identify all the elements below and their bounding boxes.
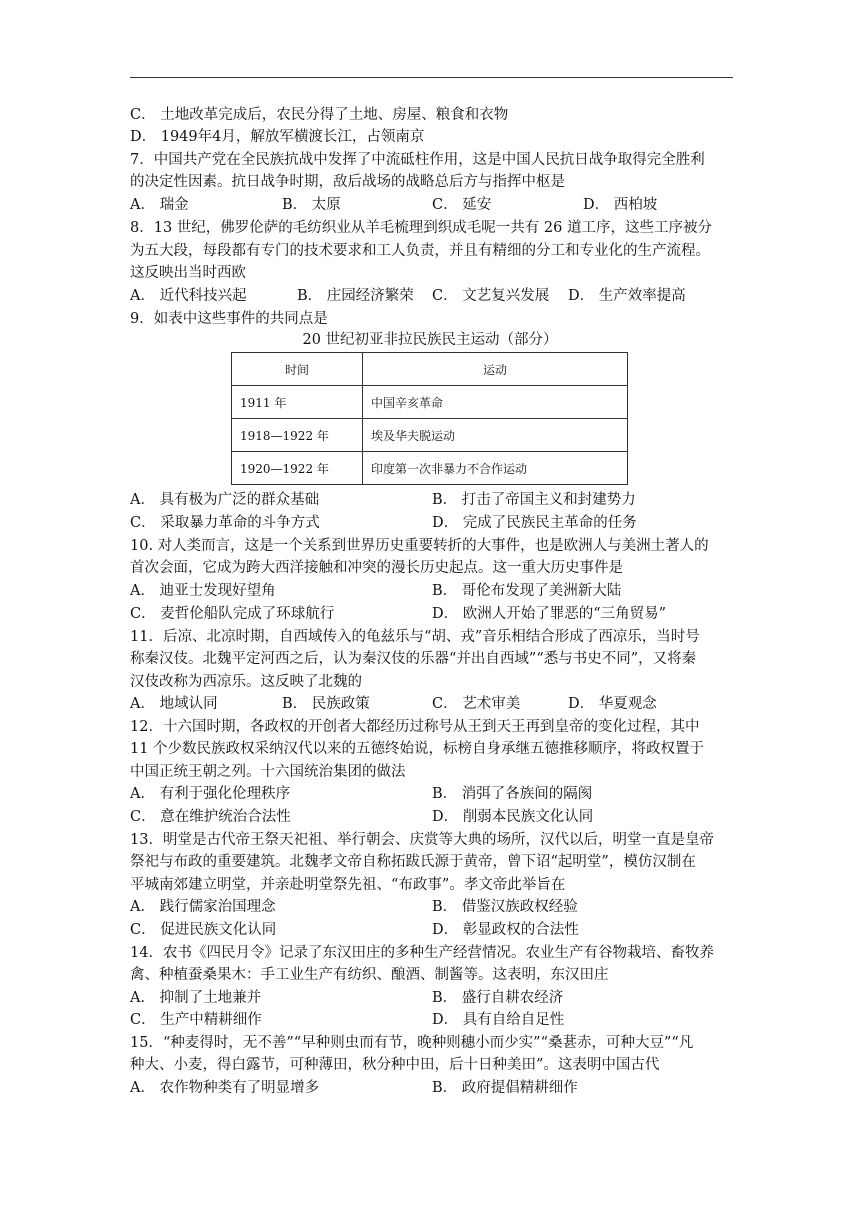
q7-option-b: B． 太原: [282, 197, 341, 213]
table-caption: 20 世纪初亚非拉民族民主运动（部分）: [302, 332, 558, 348]
header-rule: [130, 77, 733, 78]
table-cell-movement: 埃及华夫脱运动: [363, 419, 628, 452]
q12-option-a: A． 有利于强化伦理秩序: [130, 786, 291, 802]
q15-option-b: B． 政府提倡精耕细作: [432, 1080, 578, 1096]
table-header-row: [232, 353, 628, 386]
q8-stem-line2: 为五大段，每段都有专门的技术要求和工人负责，并且有精细的分工和专业化的生产流程。: [130, 243, 710, 259]
q12-option-b: B． 消弭了各族间的隔阂: [432, 786, 593, 802]
q14-option-b: B． 盛行自耕农经济: [432, 990, 564, 1006]
q9-stem: 9．如表中这些事件的共同点是: [130, 311, 328, 327]
q12-stem-line3: 中国正统王朝之列。十六国统治集团的做法: [130, 764, 406, 780]
q9-option-d: D． 完成了民族民主革命的任务: [432, 515, 637, 531]
q14-option-c: C． 生产中精耕细作: [130, 1012, 262, 1028]
q7-option-a: A． 瑞金: [130, 197, 189, 213]
table-cell-time: 1911 年: [232, 386, 363, 419]
q13-option-d: D． 彰显政权的合法性: [432, 922, 579, 938]
q14-option-d: D． 具有自给自足性: [432, 1012, 565, 1028]
q10-option-a: A． 迪亚士发现好望角: [130, 583, 276, 599]
table-header-time: 时间: [232, 353, 363, 386]
q11-stem-line2: 称秦汉伎。北魏平定河西之后，认为秦汉伎的乐器“并出自西域”“悉与书史不同”，又将秦: [130, 651, 697, 667]
q6-option-c: C． 土地改革完成后，农民分得了土地、房屋、粮食和衣物: [130, 107, 509, 123]
q13-stem-line3: 平城南郊建立明堂，并亲赴明堂祭先祖、“布政事”。孝文帝此举旨在: [130, 877, 566, 893]
q9-option-c: C． 采取暴力革命的斗争方式: [130, 515, 320, 531]
q8-stem-line1: 8．13 世纪，佛罗伦萨的毛纺织业从羊毛梳理到织成毛呢一共有 26 道工序，这些工序被分: [130, 220, 712, 236]
q7-option-c: C． 延安: [432, 197, 492, 213]
q14-option-a: A． 抑制了土地兼并: [130, 990, 262, 1006]
q7-option-d: D． 西柏坡: [583, 197, 658, 213]
table-row: [232, 452, 628, 485]
q9-option-a: A． 具有极为广泛的群众基础: [130, 492, 320, 508]
q8-stem-line3: 这反映出当时西欧: [130, 265, 246, 281]
q10-option-c: C． 麦哲伦船队完成了环球航行: [130, 606, 335, 622]
q10-stem-line1: 10. 对人类而言，这是一个关系到世界历史重要转折的大事件，也是欧洲人与美洲土著人的: [130, 538, 709, 554]
q13-stem-line2: 祭祀与布政的重要建筑。北魏孝文帝自称拓跋氏源于黄帝，曾下诏“起明堂”，模仿汉制在: [130, 854, 696, 870]
table-cell-movement: 中国辛亥革命: [363, 386, 628, 419]
q11-stem-line3: 汉伎改称为西凉乐。这反映了北魏的: [130, 674, 362, 690]
q12-option-d: D． 削弱本民族文化认同: [432, 809, 594, 825]
q15-stem-line2: 种大、小麦，得白露节，可种薄田，秋分种中田，后十日种美田”。这表明中国古代: [130, 1057, 660, 1073]
q14-stem-line2: 禽、种植蚕桑果木：手工业生产有纺织、酿酒、制酱等。这表明，东汉田庄: [130, 967, 609, 983]
q11-option-b: B． 民族政策: [282, 696, 370, 712]
q8-option-d: D． 生产效率提高: [568, 288, 686, 304]
q12-option-c: C． 意在维护统治合法性: [130, 809, 291, 825]
q12-stem-line2: 11 个少数民族政权采纳汉代以来的五德终始说，标榜自身承继五德推移顺序，将政权置于: [130, 741, 705, 757]
table-row: [232, 419, 628, 452]
q7-stem-line1: 7．中国共产党在全民族抗战中发挥了中流砥柱作用，这是中国人民抗日战争取得完全胜利: [130, 152, 705, 168]
q10-stem-line2: 首次会面，它成为跨大西洋接触和冲突的漫长历史起点。这一重大历史事件是: [130, 560, 623, 576]
q9-option-b: B． 打击了帝国主义和封建势力: [432, 492, 636, 508]
q11-stem-line1: 11．后凉、北凉时期，自西域传入的龟兹乐与“胡、戎”音乐相结合形成了西凉乐，当时号: [130, 629, 700, 645]
q8-option-c: C． 文艺复兴发展: [432, 288, 550, 304]
q15-stem-line1: 15．“种麦得时，无不善”“早种则虫而有节，晚种则穗小而少实”“桑葚赤，可种大豆”“凡: [130, 1035, 694, 1051]
table-cell-movement: 印度第一次非暴力不合作运动: [363, 452, 628, 485]
q13-option-a: A． 践行儒家治国理念: [130, 899, 276, 915]
table-header-movement: 运动: [363, 353, 628, 386]
q11-option-d: D． 华夏观念: [568, 696, 657, 712]
q15-option-a: A． 农作物种类有了明显增多: [130, 1080, 320, 1096]
q13-option-b: B． 借鉴汉族政权经验: [432, 899, 578, 915]
q7-stem-line2: 的决定性因素。抗日战争时期，敌后战场的战略总后方与指挥中枢是: [130, 174, 565, 190]
table-cell-time: 1920—1922 年: [232, 452, 363, 485]
q11-option-c: C． 艺术审美: [432, 696, 521, 712]
q10-option-b: B． 哥伦布发现了美洲新大陆: [432, 583, 622, 599]
q6-option-d: D． 1949年4月，解放军横渡长江，占领南京: [130, 129, 425, 145]
q10-option-d: D． 欧洲人开始了罪恶的“三角贸易”: [432, 606, 667, 622]
q13-stem-line1: 13．明堂是古代帝王祭天祀祖、举行朝会、庆赏等大典的场所，汉代以后，明堂一直是皇帝: [130, 832, 714, 848]
q13-option-c: C． 促进民族文化认同: [130, 922, 277, 938]
q8-option-b: B． 庄园经济繁荣: [297, 288, 414, 304]
table-row: [232, 386, 628, 419]
movements-table: [231, 352, 628, 485]
q14-stem-line1: 14．农书《四民月令》记录了东汉田庄的多种生产经营情况。农业生产有谷物栽培、畜牧养: [130, 945, 714, 961]
q11-option-a: A． 地域认同: [130, 696, 218, 712]
table-cell-time: 1918—1922 年: [232, 419, 363, 452]
q12-stem-line1: 12．十六国时期，各政权的开创者大都经历过称号从王到天王再到皇帝的变化过程，其中: [130, 719, 700, 735]
q8-option-a: A． 近代科技兴起: [130, 288, 247, 304]
